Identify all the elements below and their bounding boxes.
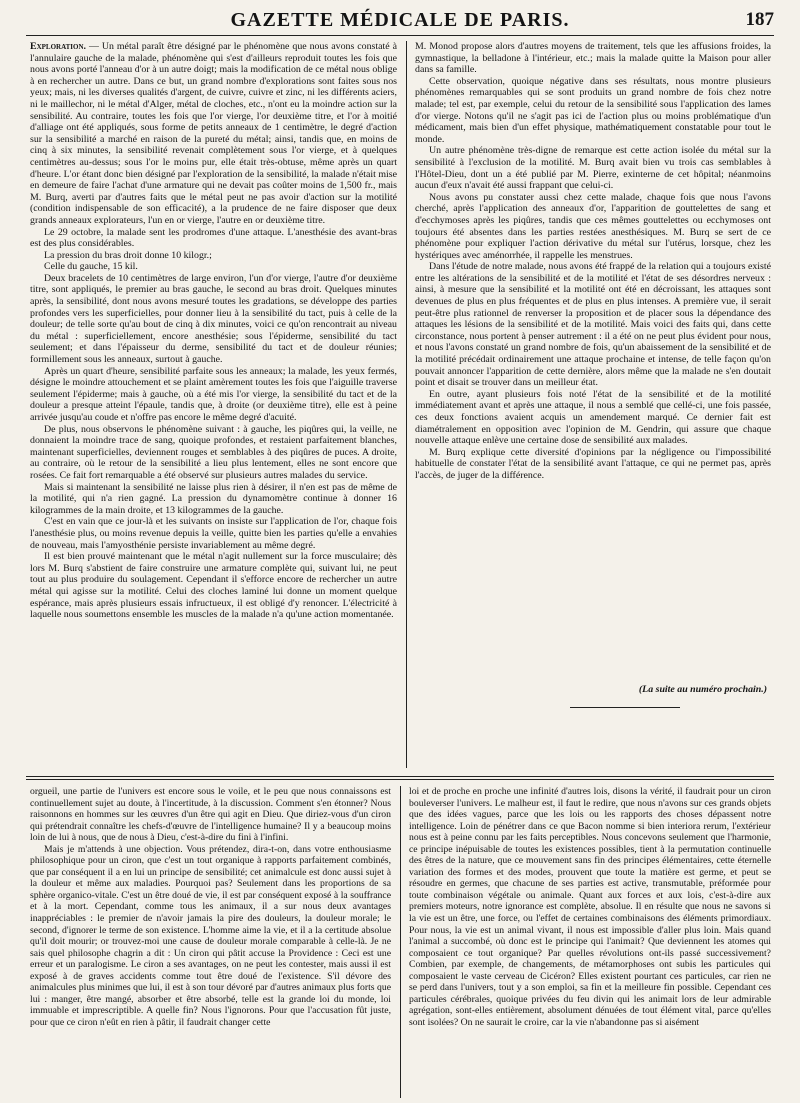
article-paragraph: Après un quart d'heure, sensibilité parfaite sous les anneaux; la malade, les yeux fermés, désigne le moindre attouchement et se plaint amèrement toutes les fois que l'aiguille traverse seulement l'épiderme; mais à gauche, où a été mis l'or vierge, la sensibilité du tact et de la douleur a presque atteint l'épaule, tandis que, à droite (or deuxième titre), elle est à peine arrivée jusqu'au coude et n'offre pas encore le même degré d'acuité.: [30, 365, 397, 423]
article-paragraph: C'est en vain que ce jour-là et les suivants on insiste sur l'application de l'or, chaque fois l'anesthésie plus, ou moins revenue depuis la veille, quitte bien les parties qu'elle a envahies de nouveau, mais l'amyosthénie persiste invariablement au même degré.: [30, 516, 397, 551]
page-header: [26, 8, 774, 32]
article-paragraph: En outre, ayant plusieurs fois noté l'état de la sensibilité et de la motilité immédiatement avant et après une attaque, il nous a semblé que cellé-ci, une fois passée, ces deux fonctions avaient acquis un amendement marqué. Ce dernier fait est diamétralement en opposition avec l'opinion de M. Gendrin, qui assure que chaque nouvelle attaque enlève une certaine dose de sensibilité aux malades.: [415, 388, 771, 447]
feuilleton-right-column: [409, 786, 771, 1098]
masthead-title: GAZETTE MÉDICALE DE PARIS.: [230, 9, 570, 31]
article-paragraph: Il est bien prouvé maintenant que le métal n'agit nullement sur la force musculaire; dès lors M. Burq s'abstient de faire construire une armature complète qui, suivant lui, ne peut tout au plus produire du soulagement. Cependant il s'efforce encore de rechercher un autre métal qui agisse sur la motilité. Celui des cloches laminé lui donne un moment quelque espérance, mais après plusieurs essais infructueux, il est obligé d'y renoncer. L'électricité à laquelle nous soumettons ensemble les muscles de la malade n'a qu'une action momentanée.: [30, 551, 397, 621]
article-left-column: [30, 41, 397, 768]
article-paragraph: Un autre phénomène très-digne de remarque est cette action isolée du métal sur la sensibilité à l'exclusion de la motilité. M. Burq avait bien vu trois cas semblables à l'Hôtel-Dieu, dont un a été publié par M. Pierre, exinterne de cet hôpital; néanmoins aucun d'eux n'avait été aussi frappant que celui-ci.: [415, 145, 771, 192]
article-paragraph: Cette observation, quoique négative dans ses résultats, nous montre plusieurs phénomènes remarquables qui se sont produits un grand nombre de fois chez notre malade; tel est, par exemple, celui du retour de la sensibilité sous l'application des lames d'or vierge. Notons qu'il ne s'agit pas ici de l'action plus ou moins problématique d'un médicament, mais bien d'un effet physique, mathématiquement constatable pour tout le monde.: [415, 75, 771, 145]
article-paragraph: Celle du gauche, 15 kil.: [44, 261, 138, 273]
article-paragraph: M. Monod propose alors d'autres moyens de traitement, tels que les affusions froides, la gymnastique, la belladone à l'intérieur, etc.; mais la malade quitte la Maison pour aller dans sa famille.: [415, 41, 771, 76]
feuilleton-paragraph: Mais je m'attends à une objection. Vous prétendez, dira-t-on, dans votre enthousiasme philosophique pour un ciron, que c'est un tout organique à rapports parfaitement combinés, que par conséquent il a en lui un principe de sensibilité; cet animalcule est donc aussi sujet à la douleur et même aux maladies. Pourquoi pas? Seulement dans les proportions de sa sphère organico-vitale. C'est un être doué de vie, il est par conséquent exposé à la souffrance et à la mort. Cependant, comme tous les animaux, il a sur nous deux avantages inappréciables : le premier de n'avoir jamais la pire des douleurs, la douleur morale; le second, d'ignorer le terme de son existence. L'homme aime la vie, et il a la certitude absolue qu'il doit mourir; or trouvez-moi une cause de douleur morale comparable à celle-là. Je ne sais quel philosophe chagrin a dit : Un ciron qui pâtit accuse la Providence : Ceci est une erreur et un paralogisme. Le ciron a ses avantages, on ne peut les contester, mais aussi il est exposé à de graves accidents comme tout être doué de l'existence. S'il dévore des animalcules plus minimes que lui, il est à son tour dévoré par d'autres animaux plus forts que lui : manger, être mangé, absorber et être absorbé, telle est la grande loi du monde, loi immuable et imprescriptible. A quelle fin? Nous l'ignorons. Pour que l'accusation fût juste, pour que ce ciron n'eût en rien à pâtir, il faudrait changer cette: [30, 843, 391, 1028]
article-paragraph: Nous avons pu constater aussi chez cette malade, chaque fois que nous l'avons cherché, après l'application des anneaux d'or, l'apparition de gouttelettes de sang et d'ecchymoses après les piqûres, tandis que ces mêmes gouttelettes ou ecchymoses ont toujours été absentes dans les parties restées anesthésiques. M. Burq se sert de ce phénomène pour expliquer l'action dérivative du métal sur l'utérus, lorsque, chez les hystériques avec aménorrhée, il rappelle les menstrues.: [415, 191, 771, 261]
article-paragraph: Deux bracelets de 10 centimètres de large environ, l'un d'or vierge, l'autre d'or deuxième titre, sont appliqués, le premier au bras gauche, le second au bras droit. Quelques minutes après, la sensibilité, dont nous avons mesuré toutes les gradations, se développe des parties profondes vers les superficielles, pour donner lieu à la sensibilité du tact, puis à celle de la douleur; de telle sorte qu'au bout de cinq à dix minutes, voici ce qu'on rencontrait au niveau du métal : superficiellement, encore anesthésie; sous l'épiderme, sensibilité du tact seulement; et dans l'épaisseur du derme, sensibilité du tact et de douleur réunies; formillement sous les anneaux, surtout à gauche.: [30, 272, 397, 366]
article-paragraph: Dans l'étude de notre malade, nous avons été frappé de la relation qui a toujours existé entre les altérations de la sensibilité et de la motilité et l'état de ses désordres nerveux : ainsi, à mesure que la sensibilité et la motilité ont été en décroissant, les attaques sont devenues de plus en plus fréquentes et de plus en plus intenses. A première vue, il serait peut-être plus rationnel de renverser la proposition et de placer sous la dépendance des attaques les lésions de la sensibilité et de la motilité. Mais voici des faits qui, dans cette circonstance, nous portent à penser autrement : il a été on ne peut plus évident pour nous, et nous l'avons constaté un grand nombre de fois, qu'un abaissement de la sensibilité et de la motilité précédait ordinairement une attaque prochaine et intense, de telle façon qu'on pouvait annoncer l'apparition de cette dernière, alors même que la malade ne s'en doutait point et disait se trouver dans un meilleur état.: [415, 261, 771, 389]
feuilleton-paragraph: orgueil, une partie de l'univers est encore sous le voile, et le peu que nous connaissons est continuellement sujet au doute, à l'incertitude, à la discussion. Comment s'en étonner? Nous raisonnons en hommes sur les œuvres d'un être qui agit en Dieu. Que diriez-vous d'un ciron qui prétendrait connaître les chefs-d'œuvre de l'intelligence humaine? Il y a beaucoup moins loin de lui à nous, que de nous à Dieu, c'est-à-dire du fini à l'infini.: [30, 786, 391, 844]
feuilleton-divider: [400, 786, 401, 1098]
feuilleton-paragraph: loi et de proche en proche une infinité d'autres lois, disons la vérité, il faudrait pour un ciron bouleverser l'univers. Le malheur est, il faut le redire, que nous n'avons sur ces grands objets que des idées vagues, parce que les lois ou les rapports des choses dépassent notre intelligence. Loin de pénétrer dans ce que Bacon nomme si bien interiora rerum, l'extérieur nous est à peine connu par les faits perceptibles. Nous concevons seulement que l'harmonie, ce principe inépuisable de toutes les existences possibles, tient à la permutation continuelle des êtres de la nature, que ce mouvement sans fin des principes élémentaires, cette éternelle variation des formes et des modes, prouvent que toute la matière est germe, et peut se résoudre en germes, que chacune de ses parties est active, transmutable, préformée pour toute combinaison végétale ou animale. Quant aux forces et aux lois, c'est-à-dire aux premiers moteurs, notre ignorance est complète, absolue. Il en résulte que nous ne savons si la vie est un être, une force, ou l'effet de certaines combinaisons des éléments primordiaux. Pour nous, la vie est un animal vivant, il nous est impossible d'aller plus loin. Mais quand l'animal a succombé, où donc est le principe qui l'animait? Que deviennent les atomes qui composaient ce tout organique? Par quelles révolutions ont-ils passé successivement? Combien, par exemple, de changements, de métamorphoses ont subis les particules qui composaient le vaste cerveau de Cicéron? Elles existent pourtant ces particules, car rien ne se perd dans l'univers, tout y a son emploi, sa fin et la meilleure fin possible. Cependant ces particules cérébrales, quoique privées du feu divin qui les animait lors de leur admirable agrégation, sont-elles entièrement, absolument dénuées de tout élément vital, parce qu'elles sont isolées? On ne saurait le croire, car la vie n'abandonne pas si aisément: [409, 786, 771, 1028]
article-paragraph: Le 29 octobre, la malade sent les prodromes d'une attaque. L'anesthésie des avant-bras est des plus considérables.: [30, 226, 397, 250]
feuilleton-left-column: [30, 786, 391, 1098]
article-paragraph: M. Burq explique cette diversité d'opinions par la négligence ou l'impossibilité habituelle de constater l'état de la sensibilité avant l'attaque, ce qui ne permet pas, après l'accès, de juger de la différence.: [415, 446, 771, 481]
article-paragraph: Exploration. — Un métal paraît être désigné par le phénomène que nous avons constaté à l'annulaire gauche de la malade, phénomène qui s'est d'ailleurs reproduit toutes les fois que nous avons porté l'anneau d'or à un autre doigt; mais la modification de ce métal nous oblige à en rechercher un autre. Dans ce but, un grand nombre d'explorations sont faites sous nos yeux; mais, ni les diverses qualités d'argent, de cuivre, cuivre et zinc, ni les différents aciers, ni le maillechor, ni le métal d'Alger, métal de cloches, etc., n'ont eu la moindre action sur la sensibilité. Au contraire, toutes les fois que l'or vierge, l'or deuxième titre, et l'or à moitié d'alliage ont été appliqués, sous forme de petits anneaux de 1 centimètre, le degré d'action sur la sensibilité a marché en raison de la pureté du métal; ainsi, tandis que, en moins de cinq à six minutes, la sensibilité revenait complètement sous l'or vierge, et à quelques centimètres au-dessus; sous l'or le moins pur, elle était très-obtuse, même après un quart d'heure. L'or étant donc bien désigné par l'exploration de la sensibilité, la malade n'était mise en demeure de faire l'achat d'une armature qui ne devait pas coûter moins de 1,500 fr., mais M. Burq, averti par d'autres faits que le métal peut ne pas avoir d'action sur la motilité (condition indispensable de son efficacité), a la prudence de ne faire disposer que deux grands anneaux explorateurs, l'un en or vierge, l'autre en or deuxième titre.: [30, 41, 397, 226]
continuation-note: (La suite au numéro prochain.): [638, 684, 767, 695]
article-paragraph: La pression du bras droit donne 10 kilogr.;: [44, 249, 212, 261]
article-right-column: [415, 41, 771, 681]
page-number: 187: [745, 9, 774, 30]
article-end-rule: [570, 707, 680, 708]
header-rule: [26, 35, 774, 36]
feuilleton-rule-top: [26, 776, 774, 777]
article-paragraph: Mais si maintenant la sensibilité ne laisse plus rien à désirer, il n'en est pas de même de la motilité, qui n'a rien gagné. La pression du dynamomètre continue à donner 16 kilogrammes de la main droite, et 13 kilogrammes de la gauche.: [30, 481, 397, 516]
section-lead: Exploration.: [30, 41, 86, 52]
column-divider: [406, 41, 407, 768]
article-paragraph: De plus, nous observons le phénomène suivant : à gauche, les piqûres qui, la veille, ne donnaient la moindre trace de sang, quoique profondes, et restaient parfaitement blanches, maintenant superficielles, deviennent rouges et semblables à des piqûres de puces. A droite, au contraire, où le retour de la sensibilité a lieu plus lentement, elles ne sont encore que rosées. Ce fait fort remarquable a été observé sur plusieurs autres malades du service.: [30, 423, 397, 481]
feuilleton-rule-bottom: [26, 779, 774, 780]
